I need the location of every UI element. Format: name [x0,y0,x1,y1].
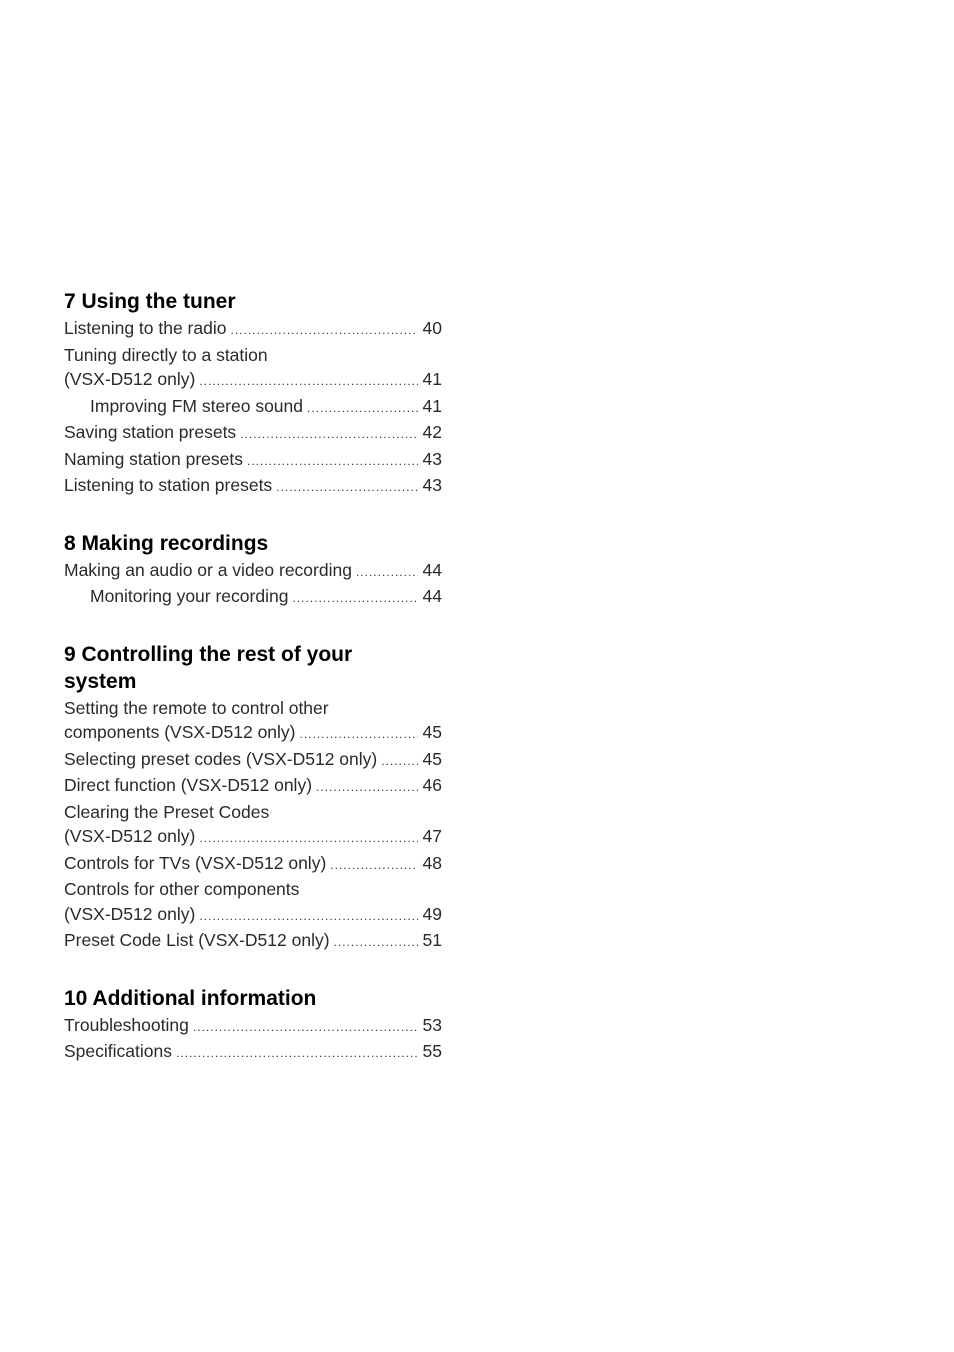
dot-leader [356,560,418,585]
entry-text: Saving station presets [64,422,237,442]
entry-text: Monitoring your recording [90,586,289,606]
page-number: 42 [422,422,442,442]
toc-subentry[interactable] [64,394,442,421]
dot-leader [300,722,418,747]
dot-leader [316,775,418,800]
entry-text: Naming station presets [64,448,243,469]
table-of-contents [64,288,442,1096]
section-heading: 8 Making recordings [64,531,269,555]
toc-entry[interactable] [64,773,442,800]
page-number: 43 [422,475,442,495]
toc-entry[interactable] [64,720,442,747]
entry-text: (VSX-D512 only) [64,903,196,924]
toc-entry[interactable] [64,1013,442,1040]
dot-leader [247,449,418,474]
toc-entry[interactable] [64,447,442,474]
entry-text: Troubleshooting [64,1014,189,1035]
page-number: 49 [422,903,442,924]
entry-text: Listening to station presets [64,475,273,495]
dot-leader [176,1041,418,1066]
toc-entry[interactable] [64,473,442,500]
toc-entry[interactable] [64,902,442,929]
entry-text: Making an audio or a video recording [64,559,352,580]
toc-section-recordings [64,530,442,611]
dot-leader [276,475,417,500]
dot-leader [381,749,417,774]
entry-text: Controls for TVs (VSX-D512 only) [64,852,327,873]
section-heading: 7 Using the tuner [64,290,236,313]
section-heading: 10 Additional information [64,986,317,1010]
section-heading-line: system [64,669,137,693]
dot-leader [330,853,417,878]
toc-section-tuner [64,288,442,500]
toc-entry[interactable] [64,747,442,774]
section-heading-line: 9 Controlling the rest of your [64,642,353,666]
entry-text: (VSX-D512 only) [64,369,196,389]
entry-text-first-line[interactable]: Controls for other components [64,879,300,899]
page-number: 47 [422,826,442,846]
entry-text-first-line[interactable]: Setting the remote to control other [64,697,329,718]
toc-subentry[interactable] [64,584,442,611]
toc-entry[interactable] [64,928,442,955]
page-number: 40 [422,318,442,338]
toc-section-additional-info [64,985,442,1066]
entry-text: Improving FM stereo sound [90,395,304,416]
page-number: 48 [422,852,442,873]
page-number: 45 [422,722,442,742]
dot-leader [230,318,417,343]
dot-leader [292,586,417,611]
dot-leader [199,369,417,394]
page-number: 55 [422,1041,442,1061]
page-number: 44 [422,559,442,580]
toc-entry[interactable] [64,367,442,394]
entry-text: Preset Code List (VSX-D512 only) [64,930,330,950]
entry-text-first-line[interactable]: Clearing the Preset Codes [64,801,270,822]
page-number: 44 [422,586,442,606]
entry-text: Specifications [64,1041,172,1061]
entry-text: Direct function (VSX-D512 only) [64,775,313,795]
toc-entry[interactable] [64,1039,442,1066]
dot-leader [193,1015,418,1040]
entry-text: components (VSX-D512 only) [64,722,296,742]
dot-leader [307,396,418,421]
toc-entry[interactable] [64,851,442,878]
entry-text-first-line[interactable]: Tuning directly to a station [64,344,268,365]
toc-section-controlling-system [64,641,442,955]
entry-text: Listening to the radio [64,318,227,338]
entry-text: (VSX-D512 only) [64,826,196,846]
page-number: 41 [422,395,442,416]
dot-leader [334,930,418,955]
toc-entry[interactable] [64,420,442,447]
page-number: 46 [422,775,442,795]
entry-text: Selecting preset codes (VSX-D512 only) [64,748,378,769]
dot-leader [240,422,417,447]
toc-entry[interactable] [64,824,442,851]
page-number: 41 [422,369,442,389]
toc-entry[interactable] [64,316,442,343]
page-number: 45 [422,748,442,769]
page-number: 51 [422,930,442,950]
dot-leader [199,826,417,851]
page-number: 43 [422,448,442,469]
toc-entry[interactable] [64,558,442,585]
dot-leader [199,904,417,929]
section-heading [64,641,442,695]
page-number: 53 [422,1014,442,1035]
